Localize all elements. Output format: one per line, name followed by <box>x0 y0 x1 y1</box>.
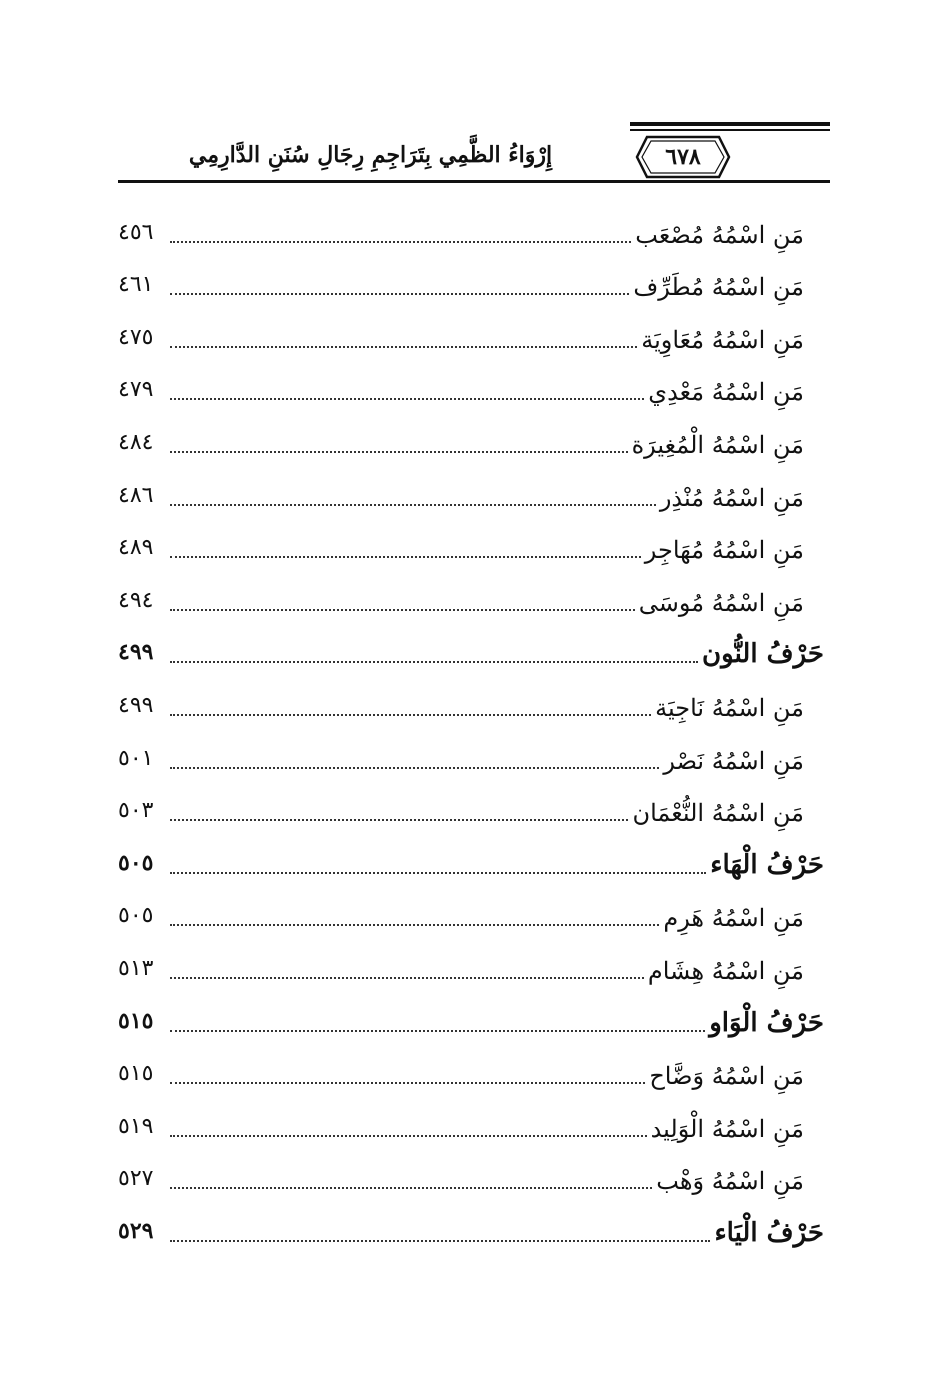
toc-title: مَنِ اسْمُهُ مُعَاوِيَة <box>641 325 804 354</box>
toc-entry <box>118 946 824 999</box>
toc-title: مَنِ اسْمُهُ مُنْذِر <box>659 483 804 512</box>
toc-entry <box>118 210 824 263</box>
toc-entry <box>118 894 824 947</box>
toc-page-number: ٤٨٤ <box>118 429 154 455</box>
toc-title-wrap <box>641 326 824 368</box>
toc-title: مَنِ اسْمُهُ مُوسَى <box>638 588 804 617</box>
dot-leader <box>170 504 656 506</box>
toc-title: مَنِ اسْمُهُ مُطَرِّف <box>633 273 804 302</box>
dot-leader <box>170 872 706 874</box>
toc-title: مَنِ اسْمُهُ النُّعْمَان <box>632 799 804 828</box>
dot-leader <box>170 346 637 348</box>
header-rule-thin <box>630 129 830 131</box>
toc-page-number: ٥١٩ <box>118 1113 154 1139</box>
toc-title-wrap <box>702 639 824 683</box>
toc-page-number: ٤٥٦ <box>118 219 154 245</box>
dot-leader <box>170 661 698 663</box>
dot-leader <box>170 1030 705 1032</box>
header-rule-bottom <box>118 180 830 183</box>
toc-page-number: ٥١٥ <box>118 1061 154 1087</box>
toc-title: مَنِ اسْمُهُ هَرِم <box>663 904 804 933</box>
toc-title-wrap <box>648 957 824 999</box>
toc-title-wrap <box>632 431 824 473</box>
toc-page-number: ٥٢٧ <box>118 1166 154 1192</box>
toc-entry <box>118 578 824 631</box>
toc-title: مَنِ اسْمُهُ مُصْعَب <box>635 220 804 249</box>
toc-page-number: ٥٠٥ <box>118 903 154 929</box>
toc-section-heading <box>118 631 824 684</box>
toc-section-heading <box>118 1209 824 1262</box>
toc-title-wrap <box>663 904 824 946</box>
toc-page-number: ٥٠١ <box>118 745 154 771</box>
toc-title-wrap <box>709 1008 824 1052</box>
toc-title: مَنِ اسْمُهُ مَعْدِي <box>648 378 804 407</box>
dot-leader <box>170 609 635 611</box>
toc-page-number: ٤٩٩ <box>118 639 154 666</box>
toc-title-wrap <box>656 1167 824 1209</box>
dot-leader <box>170 1240 710 1242</box>
toc-title: مَنِ اسْمُهُ هِشَام <box>647 956 804 985</box>
toc-entry <box>118 683 824 736</box>
toc-title: مَنِ اسْمُهُ نَاجِيَة <box>655 693 804 722</box>
page-header <box>118 118 830 188</box>
dot-leader <box>170 767 659 769</box>
header-rule-thick <box>630 122 830 126</box>
toc-page-number: ٥٢٩ <box>118 1217 154 1244</box>
dot-leader <box>170 556 641 558</box>
toc-title-wrap <box>655 694 824 736</box>
toc-title-wrap <box>633 273 824 315</box>
toc-title-wrap <box>651 1115 824 1157</box>
dot-leader <box>170 398 644 400</box>
toc-page-number: ٤٧٩ <box>118 377 154 403</box>
page-number-badge <box>635 135 731 179</box>
toc-title-wrap <box>660 484 824 526</box>
toc-title: مَنِ اسْمُهُ مُهَاجِر <box>644 536 804 565</box>
dot-leader <box>170 241 631 243</box>
toc-entry <box>118 1104 824 1157</box>
toc-page-number: ٥١٣ <box>118 955 154 981</box>
toc-title: مَنِ اسْمُهُ وَهْب <box>656 1167 804 1196</box>
dot-leader <box>170 1187 652 1189</box>
toc-title: حَرْفُ الْهَاء <box>710 849 824 880</box>
toc-title-wrap <box>635 221 824 263</box>
toc-title-wrap <box>632 799 824 841</box>
toc-title-wrap <box>645 536 824 578</box>
toc-page-number: ٤٦١ <box>118 272 154 298</box>
toc-page-number: ٤٧٥ <box>118 324 154 350</box>
toc-entry <box>118 263 824 316</box>
toc-title: حَرْفُ الْوَاو <box>709 1007 824 1038</box>
toc-title: حَرْفُ الْيَاء <box>714 1217 824 1248</box>
toc-entry <box>118 1052 824 1105</box>
toc-entry <box>118 736 824 789</box>
dot-leader <box>170 1082 645 1084</box>
toc-title-wrap <box>648 378 824 420</box>
toc-title: مَنِ اسْمُهُ وَضَّاح <box>649 1062 804 1091</box>
toc-section-heading <box>118 999 824 1052</box>
toc-title-wrap <box>663 747 824 789</box>
toc-title: مَنِ اسْمُهُ الْوَلِيد <box>650 1114 804 1143</box>
toc-page-number: ٤٨٦ <box>118 482 154 508</box>
toc-title: حَرْفُ النُّون <box>702 639 824 670</box>
toc-page-number: ٤٨٩ <box>118 535 154 561</box>
toc-page-number: ٥٠٥ <box>118 849 154 876</box>
toc-title: مَنِ اسْمُهُ نَصْر <box>663 746 804 775</box>
toc-page-number: ٥١٥ <box>118 1007 154 1034</box>
dot-leader <box>170 977 644 979</box>
dot-leader <box>170 451 628 453</box>
dot-leader <box>170 293 629 295</box>
dot-leader <box>170 819 628 821</box>
book-title: إِرْوَاءُ الظَّمِي بِتَرَاجِمِ رِجَالِ سُنَنِ الدَّارِمِي <box>188 142 553 168</box>
toc-section-heading <box>118 841 824 894</box>
toc-entry <box>118 526 824 579</box>
toc-entry <box>118 1157 824 1210</box>
toc-page-number: ٥٠٣ <box>118 798 154 824</box>
toc-list <box>118 210 824 1262</box>
toc-entry <box>118 420 824 473</box>
toc-entry <box>118 473 824 526</box>
toc-page-number: ٤٩٤ <box>118 587 154 613</box>
toc-title: مَنِ اسْمُهُ الْمُغِيرَة <box>631 430 804 459</box>
toc-entry <box>118 789 824 842</box>
toc-entry <box>118 368 824 421</box>
toc-entry <box>118 315 824 368</box>
dot-leader <box>170 714 651 716</box>
toc-page-number: ٤٩٩ <box>118 692 154 718</box>
dot-leader <box>170 1135 647 1137</box>
toc-title-wrap <box>639 589 824 631</box>
toc-title-wrap <box>714 1218 824 1262</box>
toc-title-wrap <box>649 1062 824 1104</box>
toc-title-wrap <box>710 850 824 894</box>
dot-leader <box>170 924 659 926</box>
page-number: ٦٧٨ <box>665 144 701 170</box>
